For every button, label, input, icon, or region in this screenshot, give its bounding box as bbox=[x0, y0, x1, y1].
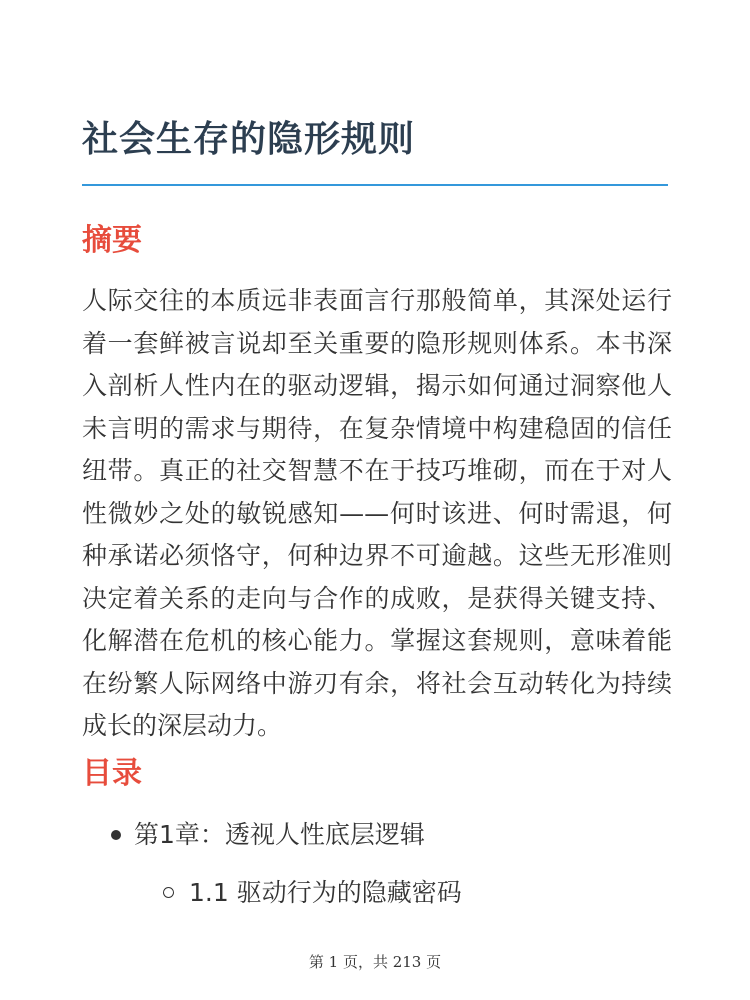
toc-heading: 目录 bbox=[82, 756, 142, 791]
toc-item-label: 1.1 驱动行为的隐藏密码 bbox=[189, 878, 462, 907]
title-divider bbox=[82, 184, 668, 186]
document-title: 社会生存的隐形规则 bbox=[82, 119, 416, 160]
page-number-footer: 第 1 页，共 213 页 bbox=[308, 953, 442, 971]
bullet-circle-icon bbox=[163, 887, 174, 898]
bullet-dot-icon bbox=[111, 830, 121, 840]
toc-item-section-1-1[interactable] bbox=[0, 873, 750, 913]
toc-list bbox=[0, 815, 750, 913]
toc-item-chapter-1[interactable] bbox=[0, 815, 750, 855]
abstract-heading: 摘要 bbox=[82, 223, 142, 258]
abstract-body: 人际交往的本质远非表面言行那般简单，其深处运行着一套鲜被言说却至关重要的隐形规则体系。本书深入剖析人性内在的驱动逻辑，揭示如何通过洞察他人未言明的需求与期待，在复杂情境中构建稳固的信任纽带。真正的社交智慧不在于技巧堆砌，而在于对人性微妙之处的敏锐感知——何时该进、何时需退，何种承诺必须恪守，何种边界不可逾越。这些无形准则决定着关系的走向与合作的成败，是获得关键支持、化解潜在危机的核心能力。掌握这套规则，意味着能在纷繁人际网络中游刃有余，将社会互动转化为持续成长的深层动力。 bbox=[82, 286, 672, 740]
toc-item-label: 第1章：透视人性底层逻辑 bbox=[134, 820, 425, 849]
